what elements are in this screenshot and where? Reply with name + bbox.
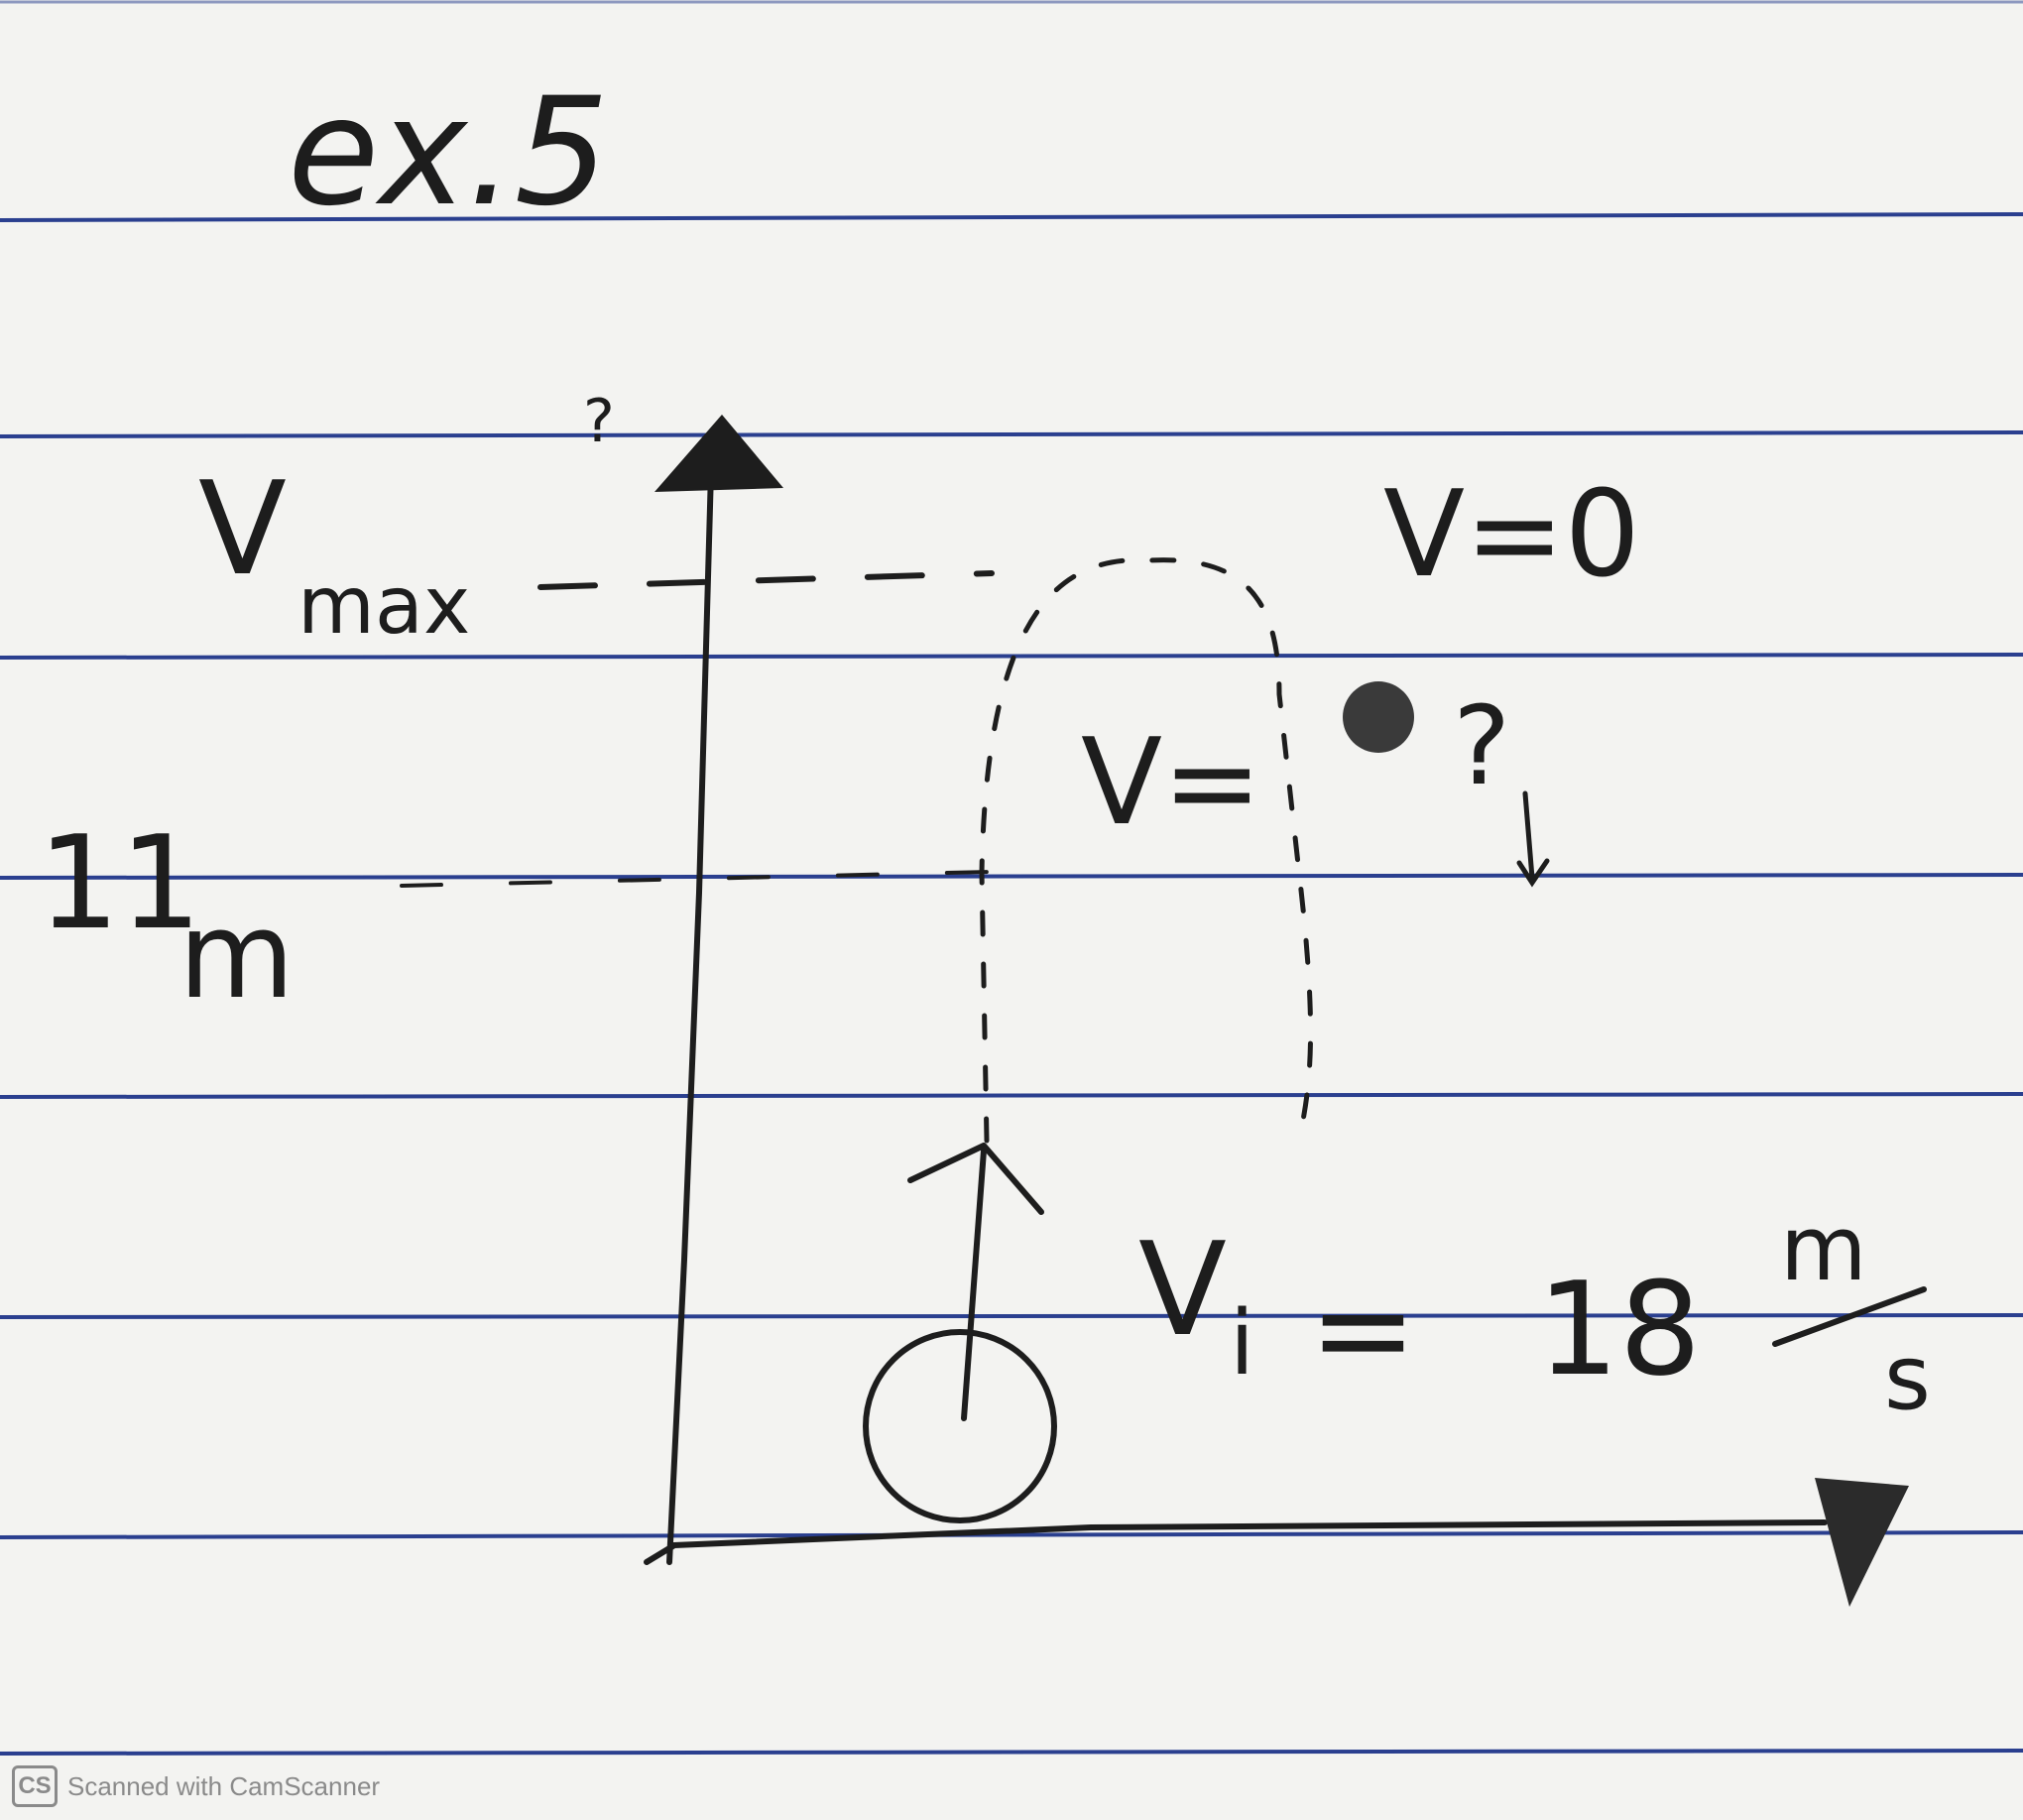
max-height-dashed-line — [540, 573, 992, 587]
title: ex.5 — [288, 66, 610, 239]
height-unit-label: m — [178, 888, 295, 1026]
v-mid-question-mark: ? — [1453, 682, 1511, 809]
unit-numerator: m — [1780, 1197, 1867, 1301]
v-max-subscript: max — [298, 559, 471, 652]
v-initial-label: V — [1138, 1214, 1227, 1365]
launch-arrowhead — [910, 1146, 1041, 1212]
descent-arrow — [1519, 793, 1547, 883]
v-initial-subscript: i — [1230, 1291, 1255, 1395]
y-axis-arrowhead — [654, 415, 783, 492]
ruled-line — [0, 432, 2023, 436]
scanner-watermark — [12, 1761, 380, 1811]
x-axis-arrowhead — [1815, 1478, 1909, 1607]
unit-denominator: s — [1884, 1326, 1931, 1430]
x-axis — [647, 1522, 1825, 1562]
ball-descending — [1343, 681, 1414, 753]
ruled-line — [0, 1751, 2023, 1754]
ball-initial — [866, 1332, 1054, 1520]
v-initial-equals: = — [1309, 1254, 1417, 1404]
height-value-label: 11 — [38, 807, 202, 958]
ruled-line — [0, 1094, 2023, 1097]
camscanner-logo: CS — [12, 1765, 58, 1807]
v-zero-label: V=0 — [1383, 466, 1640, 604]
v-max-question-mark: ? — [583, 387, 615, 456]
ruled-line — [0, 1315, 2023, 1317]
v-initial-value: 18 — [1537, 1254, 1702, 1404]
v-mid-label: V= — [1081, 714, 1262, 852]
watermark-text: Scanned with CamScanner — [67, 1770, 381, 1801]
v-max-label: V — [198, 453, 287, 604]
launch-arrow — [964, 1151, 984, 1418]
ruled-line — [0, 875, 2023, 878]
y-axis — [669, 436, 712, 1562]
